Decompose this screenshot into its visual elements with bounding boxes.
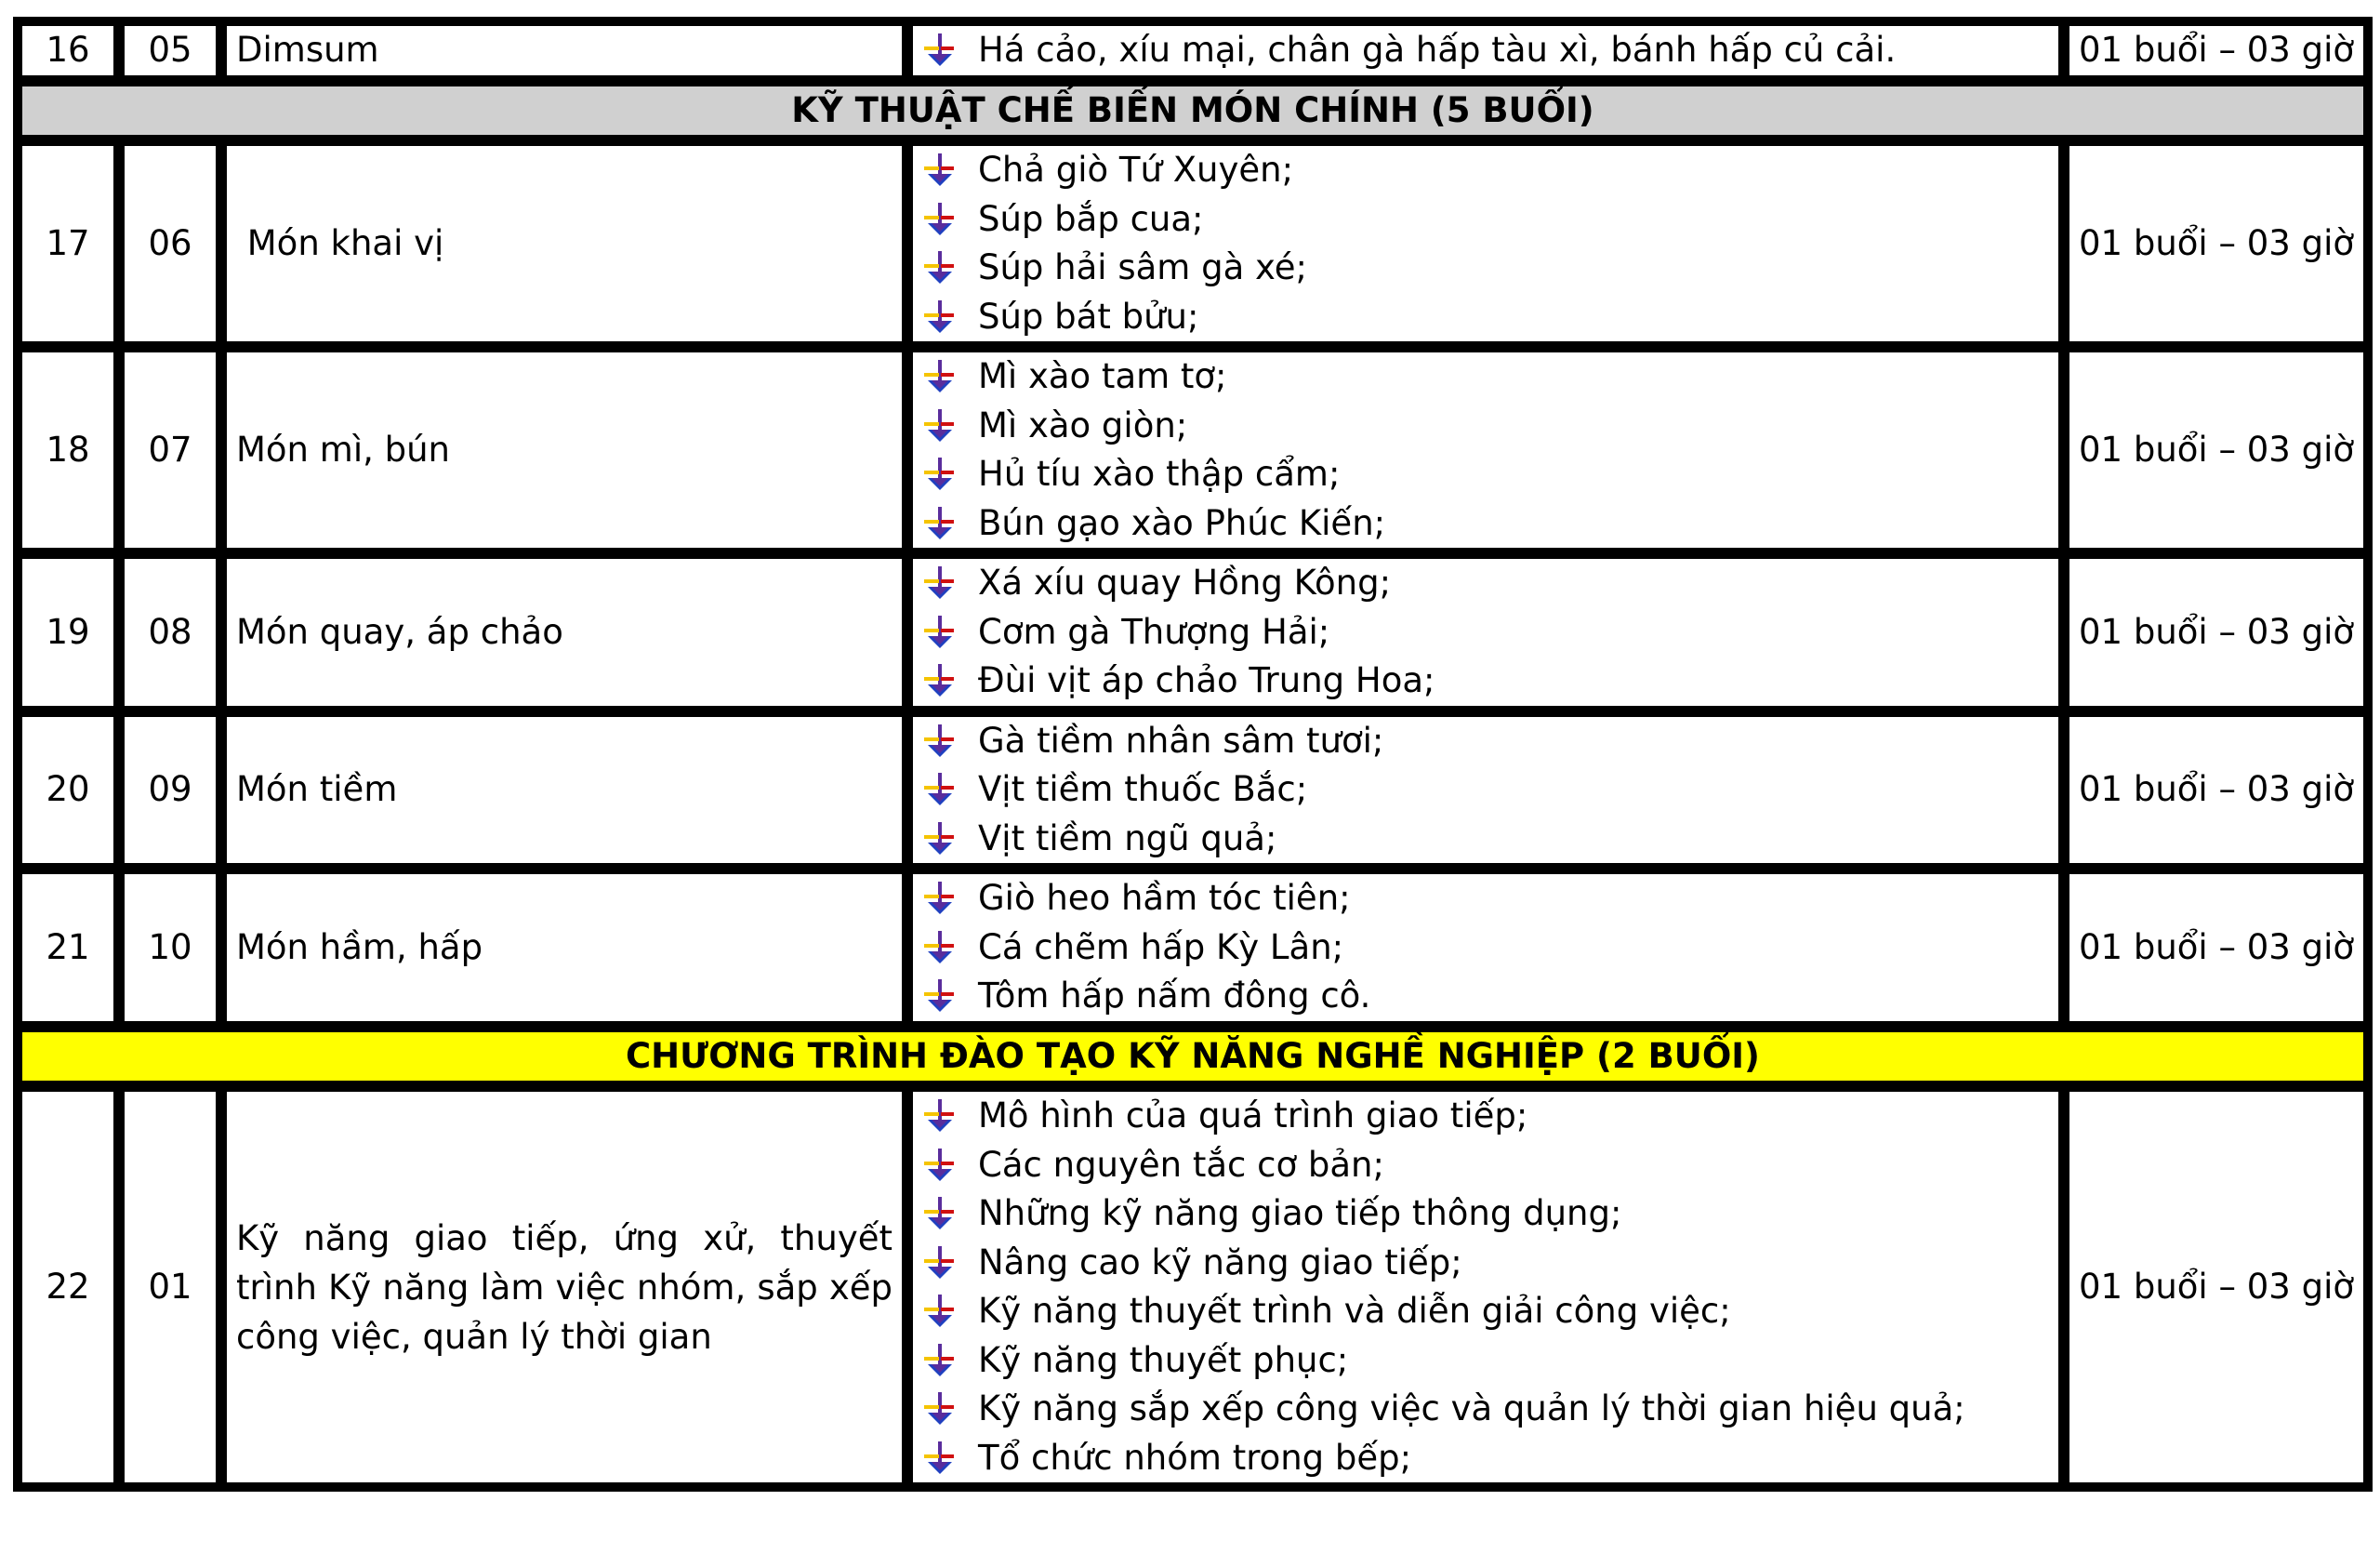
arrow-down-bullet-icon [922, 931, 958, 964]
content-list-item [922, 1141, 2049, 1190]
row-module-name: Món tiềm [225, 715, 904, 866]
content-item-text: Vịt tiềm thuốc Bắc; [978, 769, 1308, 809]
content-list [922, 146, 2049, 341]
content-item-text: Các nguyên tắc cơ bản; [978, 1144, 1384, 1185]
content-list [922, 352, 2049, 548]
row-module-number: 07 [123, 351, 218, 550]
content-item-text: Xá xíu quay Hồng Kông; [978, 563, 1392, 603]
content-list-item [922, 923, 2049, 973]
table-row [20, 144, 2365, 343]
row-module-name: Món quay, áp chảo [225, 557, 904, 708]
arrow-down-bullet-icon [922, 566, 958, 600]
arrow-down-bullet-icon [922, 1197, 958, 1230]
content-list-item [922, 1434, 2049, 1483]
content-item-text: Chả giò Tứ Xuyên; [978, 150, 1294, 190]
content-list-item [922, 657, 2049, 706]
content-list-item [922, 293, 2049, 342]
content-item-text: Súp bắp cua; [978, 198, 1204, 239]
section-header-row [20, 85, 2365, 138]
content-list-item [922, 559, 2049, 608]
row-module-number: 01 [123, 1090, 218, 1484]
content-item-text: Nâng cao kỹ năng giao tiếp; [978, 1242, 1462, 1282]
row-content [911, 872, 2060, 1023]
table-row [20, 1090, 2365, 1484]
content-item-text: Kỹ năng thuyết trình và diễn giải công việc; [978, 1291, 1731, 1331]
content-item-text: Gà tiềm nhân sâm tươi; [978, 720, 1384, 761]
content-item-text: Há cảo, xíu mại, chân gà hấp tàu xì, bánh hấp củ cải. [978, 30, 1897, 70]
arrow-down-bullet-icon [922, 1392, 958, 1426]
content-list-item [922, 1385, 2049, 1434]
content-list-item [922, 1239, 2049, 1288]
content-list-item [922, 244, 2049, 293]
row-module-name: Dimsum [225, 24, 904, 77]
row-stt: 17 [20, 144, 115, 343]
table-row [20, 715, 2365, 866]
row-stt: 18 [20, 351, 115, 550]
arrow-down-bullet-icon [922, 1149, 958, 1182]
content-list-item [922, 717, 2049, 766]
row-duration: 01 buổi – 03 giờ [2068, 715, 2365, 866]
content-list [922, 874, 2049, 1021]
arrow-down-bullet-icon [922, 616, 958, 649]
row-module-number: 09 [123, 715, 218, 866]
row-duration: 01 buổi – 03 giờ [2068, 351, 2365, 550]
row-duration: 01 buổi – 03 giờ [2068, 872, 2365, 1023]
row-stt: 16 [20, 24, 115, 77]
arrow-down-bullet-icon [922, 1344, 958, 1377]
arrow-down-bullet-icon [922, 882, 958, 915]
content-list-item [922, 1287, 2049, 1336]
row-module-name-text: Kỹ năng giao tiếp, ứng xử, thuyết trình Kỹ năng làm việc nhóm, sắp xếp công việc, quản lý thời gian [236, 1217, 892, 1357]
content-list-item [922, 1092, 2049, 1141]
content-list-item [922, 26, 2049, 75]
row-duration: 01 buổi – 03 giờ [2068, 24, 2365, 77]
arrow-down-bullet-icon [922, 203, 958, 236]
content-item-text: Kỹ năng sắp xếp công việc và quản lý thời gian hiệu quả; [978, 1388, 1965, 1428]
arrow-down-bullet-icon [922, 153, 958, 187]
arrow-down-bullet-icon [922, 664, 958, 697]
row-stt: 19 [20, 557, 115, 708]
arrow-down-bullet-icon [922, 507, 958, 540]
table-row [20, 557, 2365, 708]
section-header-row [20, 1030, 2365, 1083]
arrow-down-bullet-icon [922, 360, 958, 393]
section-title: CHƯƠNG TRÌNH ĐÀO TẠO KỸ NĂNG NGHỀ NGHIỆP (2 BUỔI) [20, 1030, 2365, 1083]
row-stt: 21 [20, 872, 115, 1023]
curriculum-table [13, 17, 2373, 1492]
arrow-down-bullet-icon [922, 458, 958, 491]
content-item-text: Bún gạo xào Phúc Kiến; [978, 502, 1386, 543]
row-module-name: Món mì, bún [225, 351, 904, 550]
content-list-item [922, 608, 2049, 657]
arrow-down-bullet-icon [922, 979, 958, 1013]
row-stt: 22 [20, 1090, 115, 1484]
content-item-text: Cá chẽm hấp Kỳ Lân; [978, 926, 1344, 967]
row-content [911, 144, 2060, 343]
content-item-text: Cơm gà Thượng Hải; [978, 611, 1330, 652]
row-module-number: 05 [123, 24, 218, 77]
section-title: KỸ THUẬT CHẾ BIẾN MÓN CHÍNH (5 BUỔI) [20, 85, 2365, 138]
content-list-item [922, 450, 2049, 499]
row-module-number: 08 [123, 557, 218, 708]
row-stt: 20 [20, 715, 115, 866]
arrow-down-bullet-icon [922, 300, 958, 334]
content-list [922, 717, 2049, 864]
row-duration: 01 buổi – 03 giờ [2068, 557, 2365, 708]
table-row [20, 351, 2365, 550]
content-list-item [922, 195, 2049, 245]
content-item-text: Súp bát bửu; [978, 296, 1199, 337]
content-item-text: Súp hải sâm gà xé; [978, 247, 1308, 287]
row-content [911, 24, 2060, 77]
curriculum-table-body [20, 24, 2365, 1484]
arrow-down-bullet-icon [922, 33, 958, 67]
row-content [911, 557, 2060, 708]
arrow-down-bullet-icon [922, 724, 958, 758]
content-list-item [922, 1189, 2049, 1239]
content-list-item [922, 146, 2049, 195]
row-module-number: 06 [123, 144, 218, 343]
content-list-item [922, 402, 2049, 451]
content-list-item [922, 352, 2049, 402]
content-item-text: Mì xào giòn; [978, 405, 1188, 445]
arrow-down-bullet-icon [922, 1295, 958, 1328]
row-content [911, 1090, 2060, 1484]
content-item-text: Kỹ năng thuyết phục; [978, 1339, 1349, 1380]
content-list-item [922, 765, 2049, 815]
row-module-number: 10 [123, 872, 218, 1023]
content-list-item [922, 874, 2049, 923]
arrow-down-bullet-icon [922, 1099, 958, 1133]
content-list-item [922, 815, 2049, 864]
arrow-down-bullet-icon [922, 409, 958, 443]
content-item-text: Hủ tíu xào thập cẩm; [978, 454, 1341, 494]
row-content [911, 715, 2060, 866]
row-duration: 01 buổi – 03 giờ [2068, 1090, 2365, 1484]
content-list [922, 559, 2049, 706]
table-row [20, 24, 2365, 77]
arrow-down-bullet-icon [922, 251, 958, 285]
content-item-text: Tôm hấp nấm đông cô. [978, 976, 1371, 1016]
arrow-down-bullet-icon [922, 1441, 958, 1475]
arrow-down-bullet-icon [922, 773, 958, 806]
row-module-name: Món khai vị [225, 144, 904, 343]
row-module-name: Món hầm, hấp [225, 872, 904, 1023]
content-item-text: Mì xào tam tơ; [978, 356, 1227, 396]
row-content [911, 351, 2060, 550]
content-list [922, 1092, 2049, 1482]
content-item-text: Tổ chức nhóm trong bếp; [978, 1437, 1412, 1478]
content-list-item [922, 1336, 2049, 1386]
arrow-down-bullet-icon [922, 1246, 958, 1280]
content-item-text: Mô hình của quá trình giao tiếp; [978, 1096, 1528, 1135]
content-list-item [922, 499, 2049, 549]
row-module-name [225, 1090, 904, 1484]
content-list-item [922, 972, 2049, 1021]
row-duration: 01 buổi – 03 giờ [2068, 144, 2365, 343]
table-row [20, 872, 2365, 1023]
content-item-text: Những kỹ năng giao tiếp thông dụng; [978, 1193, 1622, 1233]
content-item-text: Giò heo hầm tóc tiên; [978, 878, 1351, 918]
content-item-text: Vịt tiềm ngũ quả; [978, 817, 1277, 858]
content-item-text: Đùi vịt áp chảo Trung Hoa; [978, 660, 1435, 700]
content-list [922, 26, 2049, 75]
arrow-down-bullet-icon [922, 822, 958, 856]
